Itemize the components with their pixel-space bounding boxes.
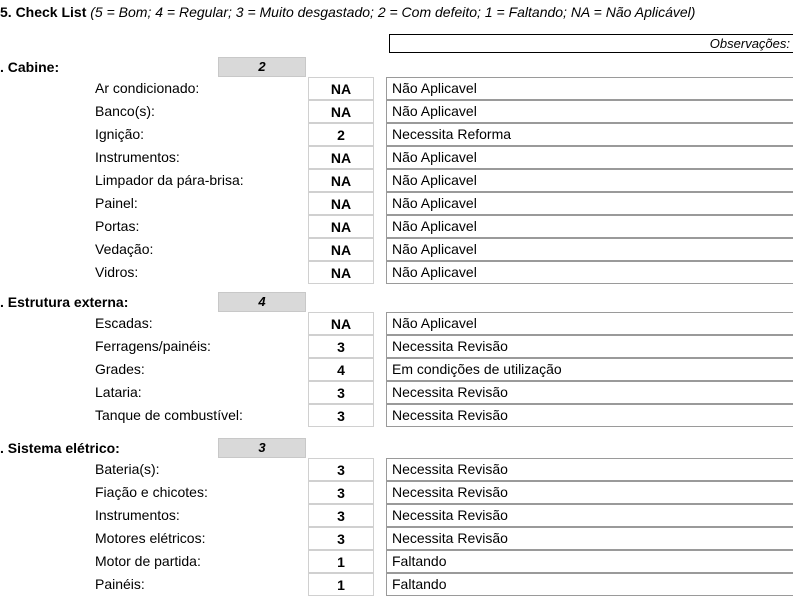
item-label: Vedação:	[95, 241, 154, 257]
item-score-cell[interactable]: NA	[308, 312, 374, 335]
item-observation-cell[interactable]: Necessita Reforma	[386, 123, 793, 146]
item-score-cell[interactable]: 3	[308, 404, 374, 427]
page-title: 5. Check List	[0, 4, 87, 20]
item-observation-cell[interactable]: Não Aplicavel	[386, 146, 793, 169]
item-label: Lataria:	[95, 384, 142, 400]
item-score-cell[interactable]: 3	[308, 527, 374, 550]
item-label: Ferragens/painéis:	[95, 338, 211, 354]
checklist-header	[0, 4, 695, 20]
item-observation-cell[interactable]: Faltando	[386, 550, 793, 573]
item-observation-cell[interactable]: Necessita Revisão	[386, 504, 793, 527]
item-label: Vidros:	[95, 264, 139, 280]
item-score-cell[interactable]: NA	[308, 77, 374, 100]
item-label: Grades:	[95, 361, 145, 377]
item-score-cell[interactable]: 1	[308, 573, 374, 596]
item-observation-cell[interactable]: Necessita Revisão	[386, 335, 793, 358]
item-label: Motores elétricos:	[95, 530, 206, 546]
item-observation-cell[interactable]: Não Aplicavel	[386, 261, 793, 284]
item-score-cell[interactable]: 3	[308, 458, 374, 481]
item-score-cell[interactable]: 3	[308, 335, 374, 358]
item-label: Fiação e chicotes:	[95, 484, 208, 500]
item-observation-cell[interactable]: Não Aplicavel	[386, 169, 793, 192]
item-observation-cell[interactable]: Não Aplicavel	[386, 100, 793, 123]
item-score-cell[interactable]: NA	[308, 169, 374, 192]
item-score-cell[interactable]: 3	[308, 504, 374, 527]
item-label: Escadas:	[95, 315, 153, 331]
item-observation-cell[interactable]: Necessita Revisão	[386, 527, 793, 550]
item-score-cell[interactable]: NA	[308, 238, 374, 261]
item-observation-cell[interactable]: Necessita Revisão	[386, 404, 793, 427]
item-observation-cell[interactable]: Não Aplicavel	[386, 215, 793, 238]
item-score-cell[interactable]: NA	[308, 215, 374, 238]
item-score-cell[interactable]: NA	[308, 146, 374, 169]
item-score-cell[interactable]: 3	[308, 381, 374, 404]
item-observation-cell[interactable]: Não Aplicavel	[386, 312, 793, 335]
section-score: 2	[218, 57, 306, 77]
observacoes-header: Observações:	[389, 34, 793, 53]
section-title: . Sistema elétrico:	[0, 440, 120, 456]
section-score: 3	[218, 438, 306, 458]
item-label: Ignição:	[95, 126, 145, 142]
item-score-cell[interactable]: NA	[308, 261, 374, 284]
item-observation-cell[interactable]: Não Aplicavel	[386, 192, 793, 215]
item-observation-cell[interactable]: Necessita Revisão	[386, 381, 793, 404]
item-label: Ar condicionado:	[95, 80, 200, 96]
section-score: 4	[218, 292, 306, 312]
item-label: Painéis:	[95, 576, 145, 592]
section-title: . Cabine:	[0, 59, 60, 75]
item-score-cell[interactable]: NA	[308, 192, 374, 215]
item-label: Portas:	[95, 218, 140, 234]
item-observation-cell[interactable]: Não Aplicavel	[386, 77, 793, 100]
rating-legend: (5 = Bom; 4 = Regular; 3 = Muito desgastado; 2 = Com defeito; 1 = Faltando; NA = Não Aplicável)	[90, 4, 696, 20]
item-label: Instrumentos:	[95, 149, 180, 165]
item-observation-cell[interactable]: Em condições de utilização	[386, 358, 793, 381]
item-observation-cell[interactable]: Faltando	[386, 573, 793, 596]
item-score-cell[interactable]: 4	[308, 358, 374, 381]
item-observation-cell[interactable]: Necessita Revisão	[386, 481, 793, 504]
item-observation-cell[interactable]: Não Aplicavel	[386, 238, 793, 261]
item-label: Painel:	[95, 195, 138, 211]
item-label: Bateria(s):	[95, 461, 160, 477]
item-label: Instrumentos:	[95, 507, 180, 523]
item-score-cell[interactable]: 1	[308, 550, 374, 573]
item-label: Banco(s):	[95, 103, 155, 119]
item-score-cell[interactable]: NA	[308, 100, 374, 123]
item-label: Tanque de combustível:	[95, 407, 243, 423]
item-label: Limpador da pára-brisa:	[95, 172, 244, 188]
item-observation-cell[interactable]: Necessita Revisão	[386, 458, 793, 481]
item-score-cell[interactable]: 2	[308, 123, 374, 146]
item-label: Motor de partida:	[95, 553, 201, 569]
item-score-cell[interactable]: 3	[308, 481, 374, 504]
section-title: . Estrutura externa:	[0, 294, 129, 310]
